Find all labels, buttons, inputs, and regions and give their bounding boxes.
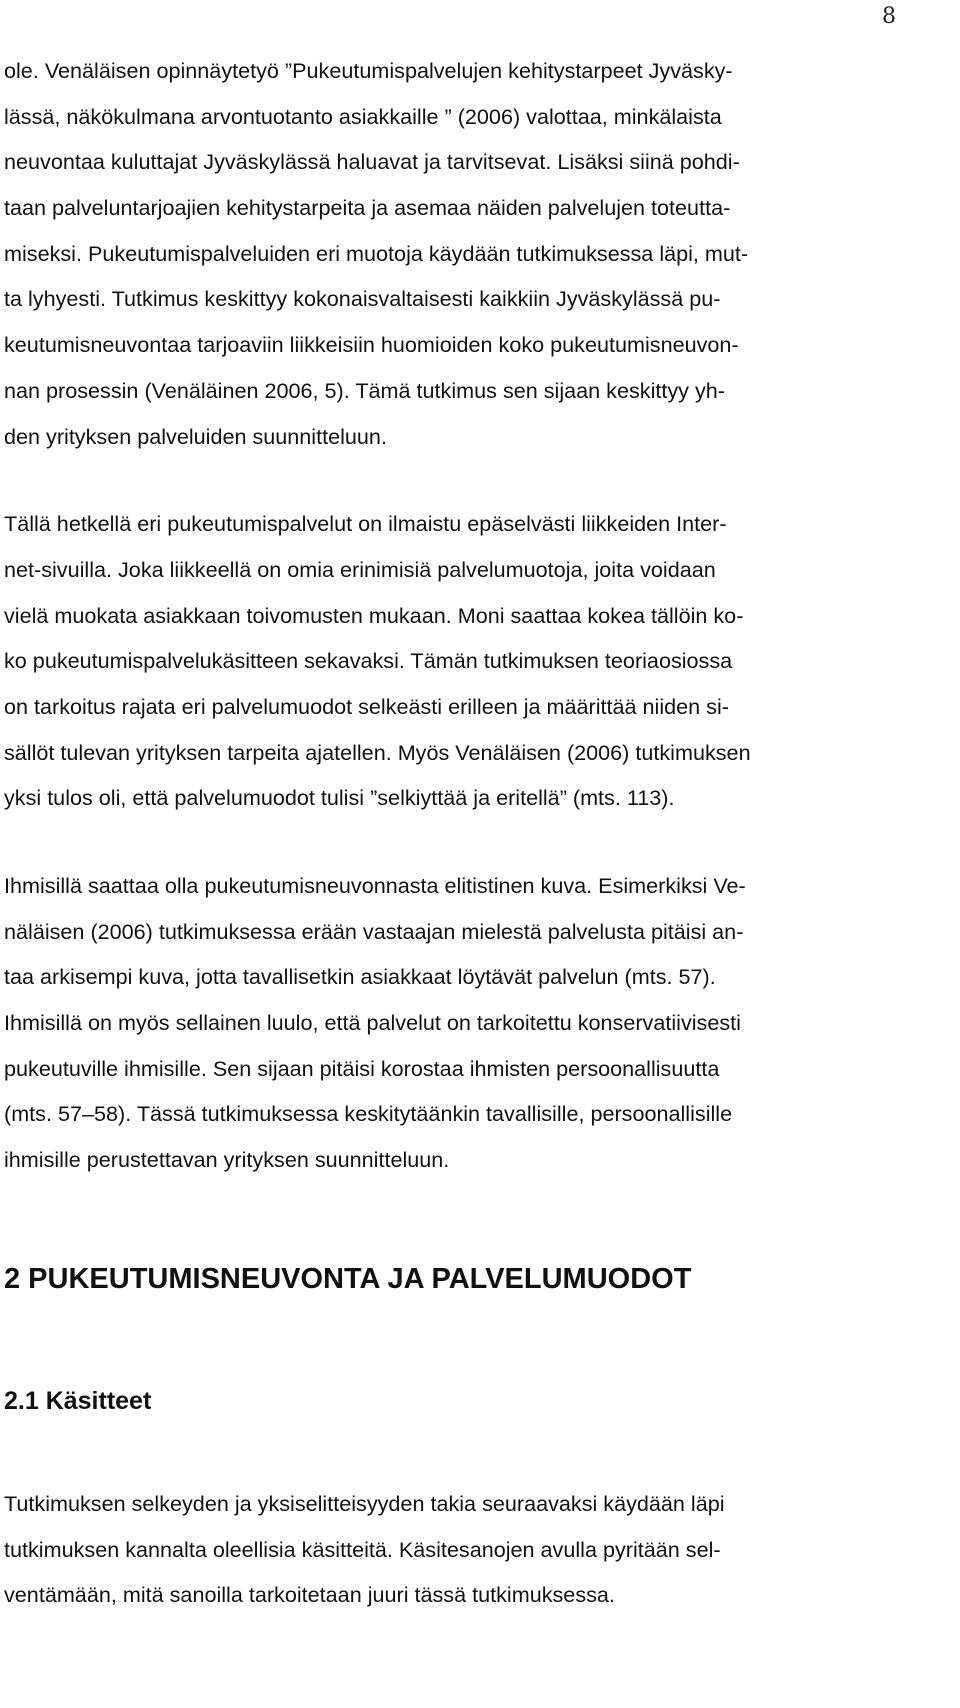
text-line: sällöt tulevan yrityksen tarpeita ajatellen. Myös Venäläisen (2006) tutkimuksen (4, 739, 751, 765)
paragraph-2 (4, 501, 928, 821)
text-line: on tarkoitus rajata eri palvelumuodot selkeästi erilleen ja määrittää niiden si- (4, 693, 729, 719)
paragraph-1 (4, 48, 928, 459)
text-line: yksi tulos oli, että palvelumuodot tulisi ”selkiyttää ja eritellä” (mts. 113). (4, 785, 675, 811)
text-line: Tällä hetkellä eri pukeutumispalvelut on ilmaistu epäselvästi liikkeiden Inter- (4, 511, 727, 537)
text-line: net-sivuilla. Joka liikkeellä on omia erinimisiä palvelumuotoja, joita voidaan (4, 556, 716, 582)
page-number: 8 (882, 4, 896, 29)
text-line: ko pukeutumispalvelukäsitteen sekavaksi. Tämän tutkimuksen teoriaosiossa (4, 648, 733, 674)
text-line: tutkimuksen kannalta oleellisia käsitteitä. Käsitesanojen avulla pyritään sel- (4, 1536, 721, 1562)
text-line: taan palveluntarjoajien kehitystarpeita ja asemaa näiden palvelujen toteutta- (4, 195, 731, 221)
text-line: neuvontaa kuluttajat Jyväskylässä haluavat ja tarvitsevat. Lisäksi siinä pohdi- (4, 149, 740, 175)
text-line: lässä, näkökulmana arvontuotanto asiakkaille ” (2006) valottaa, minkälaista (4, 103, 722, 129)
text-line: Ihmisillä saattaa olla pukeutumisneuvonnasta elitistinen kuva. Esimerkiksi Ve- (4, 873, 746, 898)
text-line: ta lyhyesti. Tutkimus keskittyy kokonaisvaltaisesti kaikkiin Jyväskylässä pu- (4, 286, 721, 312)
page-body (4, 48, 928, 1618)
text-line: miseksi. Pukeutumispalveluiden eri muotoja käydään tutkimuksessa läpi, mut- (4, 240, 749, 266)
text-line: (mts. 57–58). Tässä tutkimuksessa keskitytäänkin tavallisille, persoonallisille (4, 1101, 733, 1127)
text-line: taa arkisempi kuva, jotta tavallisetkin asiakkaat löytävät palvelun (mts. 57). (4, 964, 716, 990)
text-line: Tutkimuksen selkeyden ja yksiselitteisyyden takia seuraavaksi käydään läpi (4, 1490, 725, 1516)
paragraph-4 (4, 1481, 928, 1618)
text-line: vielä muokata asiakkaan toivomusten mukaan. Moni saattaa kokea tällöin ko- (4, 602, 744, 628)
text-line: ventämään, mitä sanoilla tarkoitetaan juuri tässä tutkimuksessa. (4, 1582, 615, 1608)
text-line: den yrityksen palveluiden suunnitteluun. (4, 423, 387, 449)
text-line: näläisen (2006) tutkimuksessa erään vastaajan mielestä palvelusta pitäisi an- (4, 918, 744, 944)
text-line: pukeutuville ihmisille. Sen sijaan pitäisi korostaa ihmisten persoonallisuutta (4, 1055, 720, 1081)
text-line: ole. Venäläisen opinnäytetyö ”Pukeutumispalvelujen kehitystarpeet Jyväsky- (4, 58, 733, 83)
text-line: ihmisille perustettavan yrityksen suunnitteluun. (4, 1147, 450, 1173)
section-heading: 2 PUKEUTUMISNEUVONTA JA PALVELUMUODOT (4, 1262, 692, 1295)
text-line: Ihmisillä on myös sellainen luulo, että palvelut on tarkoitettu konservatiivisesti (4, 1010, 741, 1036)
paragraph-3 (4, 863, 928, 1183)
subsection-heading: 2.1 Käsitteet (4, 1386, 152, 1415)
text-line: nan prosessin (Venäläinen 2006, 5). Tämä tutkimus sen sijaan keskittyy yh- (4, 377, 725, 403)
text-line: keutumisneuvontaa tarjoaviin liikkeisiin huomioiden koko pukeutumisneuvon- (4, 332, 739, 358)
